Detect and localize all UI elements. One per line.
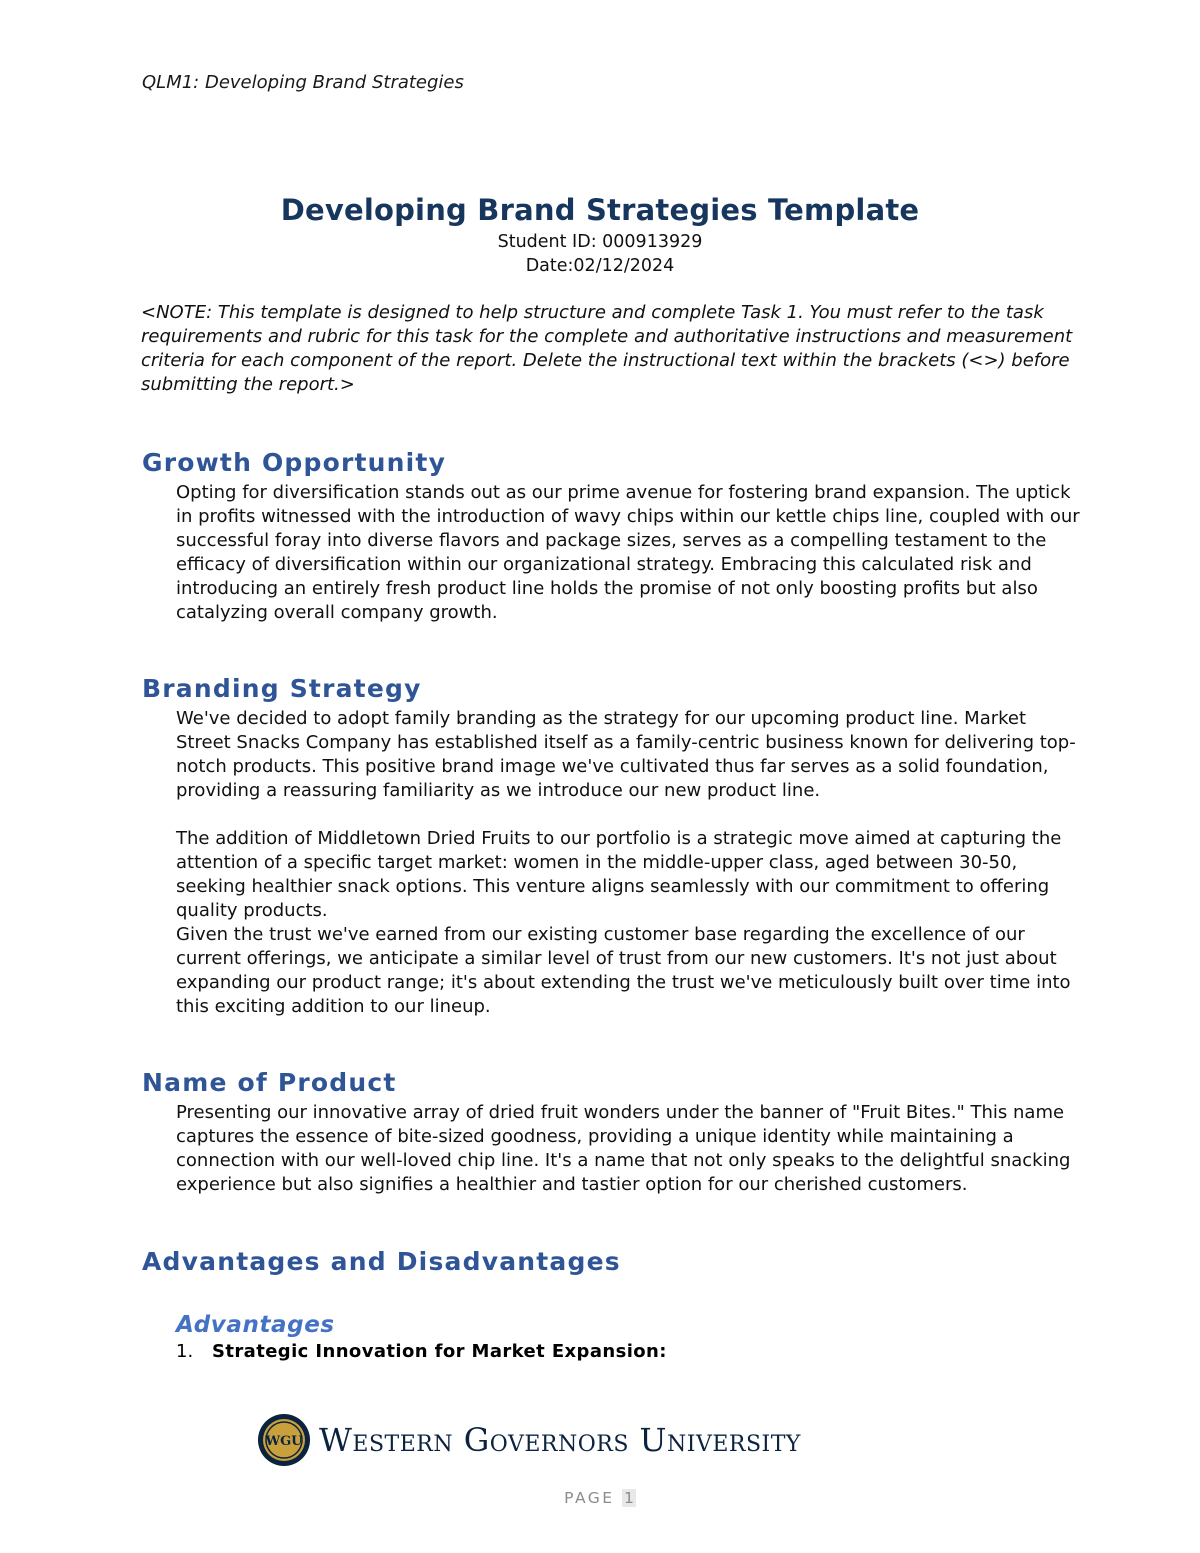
branding-paragraph-3: Given the trust we've earned from our existing customer base regarding the excellence of our current offerings, we anticipate a similar level of trust from our new customers. It's not just about expanding our product range; it's about extending the trust we've meticulously built over time into this exciting addition to our lineup.	[176, 924, 1071, 1017]
wgu-logo-text: Western Governors University	[319, 1421, 801, 1459]
name-of-product-text: Presenting our innovative array of dried fruit wonders under the banner of "Fruit Bites." This name captures the essence of bite-sized goodness, providing a unique identity while maintaining a connection with our well-loved chip line. It's a name that not only speaks to the delightful snacking experience but also signifies a healthier and tastier option for our cherished customers.	[176, 1102, 1071, 1195]
page-label: PAGE	[564, 1489, 615, 1507]
svg-text:WGU: WGU	[265, 1434, 303, 1449]
branding-paragraph-2: The addition of Middletown Dried Fruits to our portfolio is a strategic move aimed at capturing the attention of a specific target market: women in the middle-upper class, aged between 30-50, seeking healthier snack options. This venture aligns seamlessly with our commitment to offering quality products.	[176, 828, 1062, 921]
document-title: Developing Brand Strategies Template	[280, 193, 920, 227]
student-id: Student ID: 000913929	[497, 232, 703, 252]
wgu-seal-icon	[257, 1413, 311, 1467]
list-item	[176, 1341, 667, 1362]
heading-advantages-disadvantages: Advantages and Disadvantages	[142, 1247, 621, 1276]
page-header: QLM1: Developing Brand Strategies	[142, 72, 464, 93]
list-item-text: Strategic Innovation for Market Expansion:	[212, 1341, 667, 1362]
list-item-number: 1.	[176, 1341, 194, 1362]
heading-name-of-product: Name of Product	[142, 1068, 397, 1097]
document-date: Date:02/12/2024	[525, 256, 675, 276]
growth-opportunity-text: Opting for diversification stands out as our prime avenue for fostering brand expansion. The uptick in profits witnessed with the introduction of wavy chips within our kettle chips line, coupled with our successful foray into diverse flavors and package sizes, serves as a compelling testament to the efficacy of diversification within our organizational strategy. Embracing this calculated risk and introducing an entirely fresh product line holds the promise of not only boosting profits but also catalyzing overall company growth.	[176, 482, 1080, 623]
wgu-logo	[257, 1410, 801, 1470]
subheading-advantages: Advantages	[176, 1312, 335, 1338]
branding-paragraph-1: We've decided to adopt family branding as the strategy for our upcoming product line. Market Street Snacks Company has established itself as a family-centric business known for delivering top-notch products. This positive brand image we've cultivated thus far serves as a solid foundation, providing a reassuring familiarity as we introduce our new product line.	[176, 708, 1076, 801]
heading-growth-opportunity: Growth Opportunity	[142, 448, 447, 477]
instruction-note: <NOTE: This template is designed to help structure and complete Task 1. You must refer to the task requirements and rubric for this task for the complete and authoritative instructions and measurement criteria for each component of the report. Delete the instructional text within the brackets (<>) before submitting the report.>	[141, 302, 1073, 395]
heading-branding-strategy: Branding Strategy	[142, 674, 422, 703]
page-footer	[0, 1489, 1200, 1507]
page-number: 1	[624, 1489, 634, 1507]
